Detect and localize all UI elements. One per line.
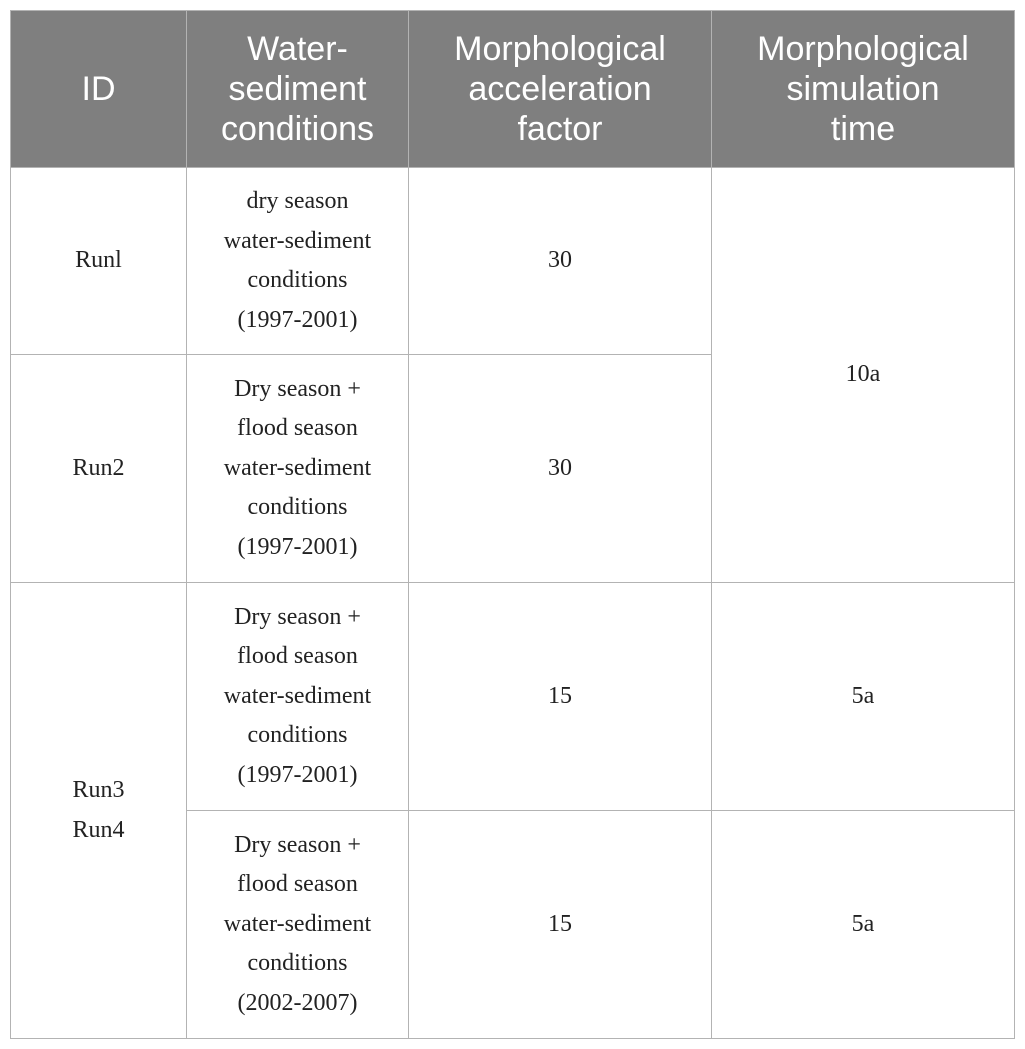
time-cell: 5a <box>712 583 1015 811</box>
id-cell: Runl <box>11 168 187 355</box>
factor-cell: 30 <box>409 168 712 355</box>
header-id: ID <box>11 11 187 168</box>
conditions-cell: Dry season + flood season water-sediment conditions (2002-2007) <box>187 811 409 1039</box>
table-row <box>11 168 1015 355</box>
header-water-sediment-conditions: Water- sediment conditions <box>187 11 409 168</box>
header-acceleration-factor: Morphological acceleration factor <box>409 11 712 168</box>
factor-cell: 15 <box>409 583 712 811</box>
id-cell: Run2 <box>11 355 187 583</box>
conditions-cell: Dry season + flood season water-sediment conditions (1997-2001) <box>187 355 409 583</box>
simulation-scenarios-table <box>10 10 1015 1039</box>
id-cell-merged: Run3 Run4 <box>11 583 187 1039</box>
conditions-cell: dry season water-sediment conditions (1997-2001) <box>187 168 409 355</box>
header-row <box>11 11 1015 168</box>
factor-cell: 15 <box>409 811 712 1039</box>
time-cell-merged: 10a <box>712 168 1015 583</box>
header-simulation-time: Morphological simulation time <box>712 11 1015 168</box>
conditions-cell: Dry season + flood season water-sediment conditions (1997-2001) <box>187 583 409 811</box>
table-row <box>11 583 1015 811</box>
time-cell: 5a <box>712 811 1015 1039</box>
factor-cell: 30 <box>409 355 712 583</box>
